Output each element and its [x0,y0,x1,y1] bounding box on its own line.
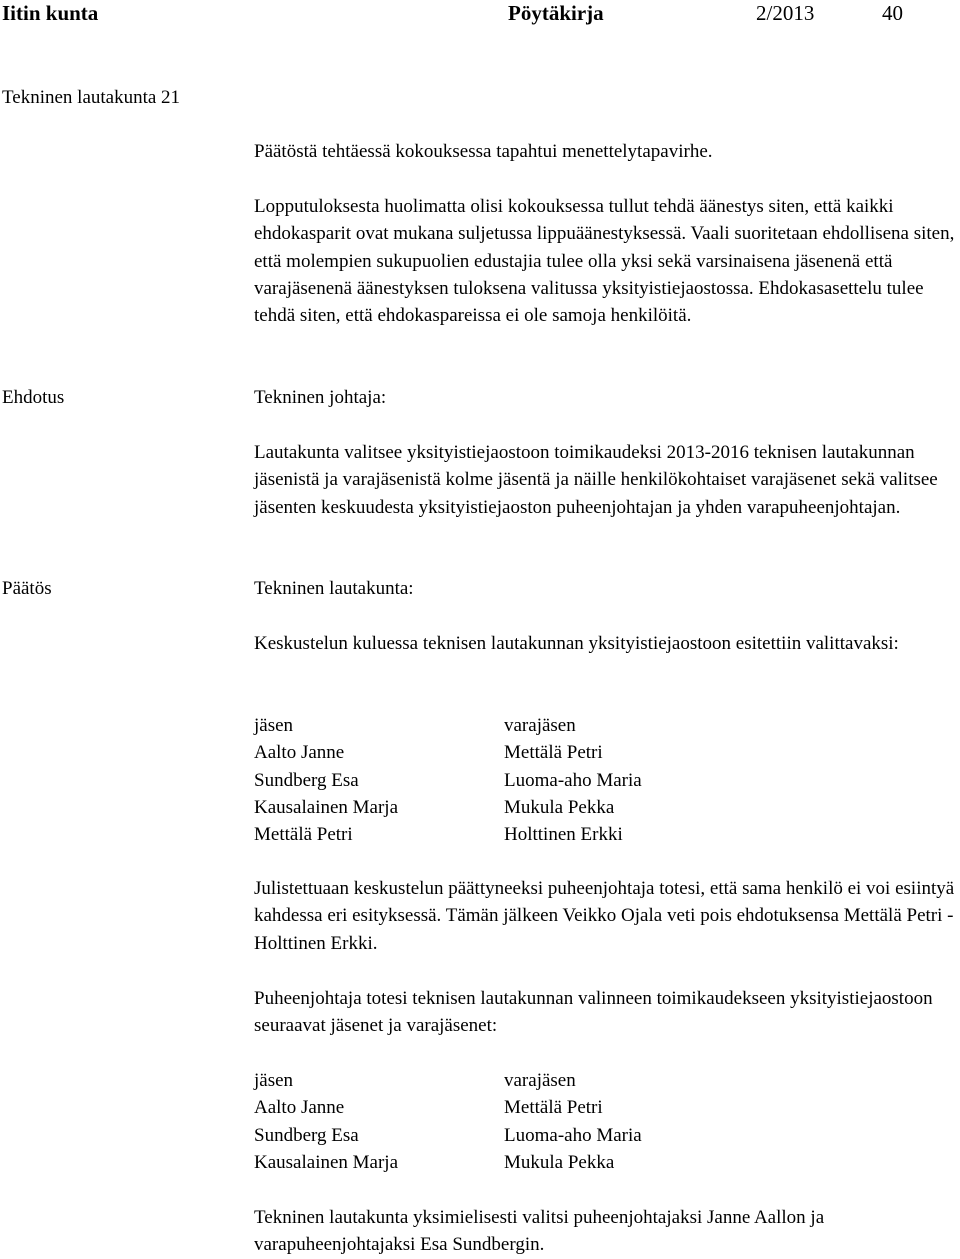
proposal-paragraph: Lautakunta valitsee yksityistiejaostoon toimikaudeksi 2013-2016 teknisen lautakunnan jäsenistä ja varajäsenistä kolme jäsentä ja näille henkilökohtaiset varajäsenet sekä valitsee jäsenten keskuudesta yksityistiejaoston puheenjohtajan ja yhden varapuheenjohtajan. [254,442,938,518]
table-row [254,1122,754,1149]
deputy-name: Mettälä Petri [504,742,603,764]
table-row [254,767,754,794]
member-name: Aalto Janne [254,1097,345,1119]
proposal-label: Ehdotus [2,387,65,408]
column-header-member: jäsen [254,1070,294,1091]
table-row [254,1094,754,1121]
voting-explanation [254,193,958,329]
candidates-table [254,712,754,848]
member-name: Mettälä Petri [254,824,353,846]
section-title: Tekninen lautakunta 21 [2,87,181,108]
deputy-name: Mukula Pekka [504,796,615,818]
member-name: Sundberg Esa [254,769,359,791]
document-number: 2/2013 [756,1,815,25]
procedural-error-note [254,138,958,165]
table-row [254,794,754,821]
proposal-text [254,439,958,521]
deputy-name: Luoma-aho Maria [504,769,642,791]
page-header [0,0,960,26]
intro-paragraph: Päätöstä tehtäessä kokouksessa tapahtui menettelytapavirhe. [254,141,713,162]
table-row [254,739,754,766]
after-discussion-text [254,875,958,957]
table-row [254,821,754,848]
deputy-name: Mettälä Petri [504,1097,603,1119]
deputy-name: Luoma-aho Maria [504,1124,642,1146]
deputy-name: Holttinen Erkki [504,824,623,846]
column-header-member: jäsen [254,715,294,736]
final-decision-text [254,1204,958,1259]
intro-paragraph: Lopputuloksesta huolimatta olisi kokouksessa tullut tehdä äänestys siten, että kaikki ehdokasparit ovat mukana suljetussa lippuäänestyksessä. Vaali suoritetaan ehdollisena siten, että molempien sukupuolien edustajia tulee olla yksi sekä varsinaisena jäsenenä että varajäsenenä äänestyksen tuloksena valitussa yksityistiejaostossa. Ehdokasasettelu tulee tehdä siten, että ehdokaspareissa ei ole samoja henkilöitä. [254,196,955,327]
decision-intro [254,630,958,657]
table-row [254,1149,754,1176]
member-name: Kausalainen Marja [254,1151,399,1173]
table-header-row [254,1067,754,1094]
member-name: Aalto Janne [254,742,345,764]
final-decision-paragraph: Tekninen lautakunta yksimielisesti valitsi puheenjohtajaksi Janne Aallon ja varapuheenjohtajaksi Esa Sundbergin. [254,1207,825,1256]
column-header-deputy: varajäsen [504,715,576,736]
proposal-author: Tekninen johtaja: [254,387,387,408]
chair-statement-text [254,985,958,1040]
member-name: Sundberg Esa [254,1124,359,1146]
decision-author: Tekninen lautakunta: [254,578,414,599]
column-header-deputy: varajäsen [504,1070,576,1091]
selected-members-table [254,1067,754,1176]
member-name: Kausalainen Marja [254,796,399,818]
decision-intro-paragraph: Keskustelun kuluessa teknisen lautakunnan yksityistiejaostoon esitettiin valittavaksi: [254,633,899,654]
deputy-name: Mukula Pekka [504,1151,615,1173]
after-discussion-paragraph: Julistettuaan keskustelun päättyneeksi puheenjohtaja totesi, että sama henkilö ei voi esiintyä kahdessa eri esityksessä. Tämän jälkeen Veikko Ojala veti pois ehdotuksensa Mettälä Petri - Holttinen Erkki. [254,878,955,954]
decision-label: Päätös [2,578,52,599]
page-number: 40 [882,1,903,25]
document-type: Pöytäkirja [508,1,604,25]
table-header-row [254,712,754,739]
municipality-name: Iitin kunta [2,1,99,25]
chair-statement-paragraph: Puheenjohtaja totesi teknisen lautakunnan valinneen toimikaudekseen yksityistiejaostoon seuraavat jäsenet ja varajäsenet: [254,988,933,1037]
